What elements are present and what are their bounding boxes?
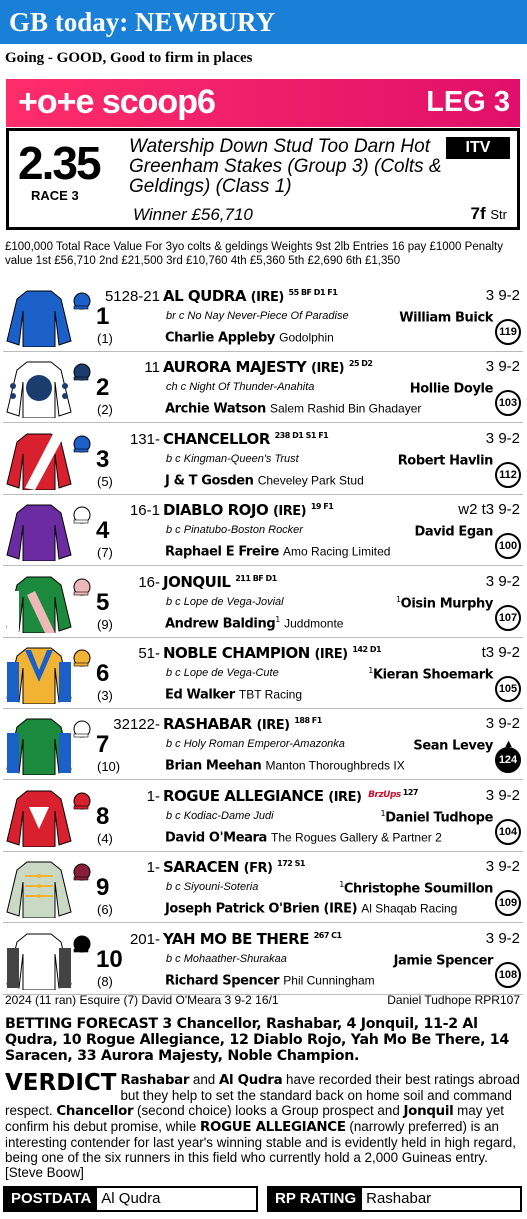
previous-winner-text: 2024 (11 ran) Esquire (7) David O'Meara 3 9-2 16/1: [5, 993, 279, 1007]
runner-row: [3, 424, 523, 495]
rating-badge: 105: [495, 676, 521, 702]
runner-draw: (2): [97, 402, 113, 418]
runner-draw: (5): [97, 473, 113, 489]
horse-name-text: YAH MO BE THERE: [163, 929, 309, 948]
horse-name: [163, 573, 277, 591]
postdata-value: Al Qudra: [101, 1190, 161, 1207]
trainer-owner: [165, 472, 364, 488]
trainer-owner: [165, 757, 405, 773]
runner-form: 11: [144, 359, 160, 377]
runner-row: [3, 924, 523, 995]
horse-breeding: b c Lope de Vega-Jovial: [166, 595, 284, 608]
prize-info: £100,000 Total Race Value For 3yo colts & geldings Weights 9st 2lb Entries 16 pay £1000 Penalty value 1st £56,710 2nd £21,500 3rd £10,760 4th £5,360 5th £2,690 6th £1,350: [5, 241, 504, 267]
race-header: [6, 128, 520, 230]
horse-name-text: AURORA MAJESTY: [163, 358, 307, 377]
horse-breeding: b c Siyouni-Soteria: [166, 881, 259, 894]
runner-form: 201-: [129, 930, 160, 948]
previous-winner: [5, 993, 522, 1007]
owner-name: Cheveley Park Stud: [257, 473, 364, 488]
weight: 9-2: [498, 287, 520, 304]
horse-stats: 267 C1: [313, 930, 342, 940]
horse-name: [163, 287, 337, 305]
owner-name: Phil Cunningham: [283, 972, 375, 987]
horse-name-text: RASHABAR: [163, 715, 252, 734]
horse-breeding: b c Lope de Vega-Cute: [166, 667, 279, 679]
silks-icon: [5, 428, 73, 490]
horse-name: [163, 858, 305, 876]
horse-breeding: br c No Nay Never-Piece Of Paradise: [166, 310, 349, 322]
horse-name: [163, 930, 342, 948]
trainer-name: Ed Walker: [165, 687, 235, 703]
owner-name: The Rogues Gallery & Partner 2: [271, 830, 442, 845]
rating-badge: 103: [495, 390, 521, 416]
age: 3: [485, 715, 495, 733]
owner-name: Godolphin: [279, 330, 334, 345]
verdict: [5, 1072, 522, 1180]
horse-stats: 172 S1: [277, 859, 305, 869]
surface-value: Str: [490, 207, 507, 222]
rating-badge: 119: [495, 319, 521, 345]
race-title: Watership Down Stud Too Darn Hot Greenham Stakes (Group 3) (Colts & Geldings) (Class 1): [129, 136, 442, 197]
weight: 9-2: [498, 715, 520, 733]
distance-value: 7f: [470, 204, 486, 223]
jockey-name: [398, 452, 493, 468]
age: t3: [481, 644, 495, 661]
age: t3: [481, 501, 495, 519]
horse-name-text: DIABLO ROJO: [163, 501, 269, 520]
age-weight: [486, 715, 520, 732]
trainer-owner: [165, 400, 421, 416]
age-weight: [486, 930, 520, 947]
horse-name-text: ROGUE ALLEGIANCE: [163, 786, 324, 805]
scoop6-banner: [6, 79, 520, 127]
silks-icon: [5, 785, 73, 847]
verdict-horse: Rashabar: [120, 1073, 190, 1088]
age-weight: [486, 573, 520, 590]
rp-rating-value: Rashabar: [366, 1190, 432, 1207]
jockey-text: Jamie Spencer: [393, 952, 493, 968]
age-weight: [486, 430, 520, 447]
scoop6-logo: +o+e scoop6: [18, 83, 215, 121]
jockey-name: [368, 666, 493, 682]
winner-prize: Winner £56,710: [133, 205, 253, 224]
age-weight: [486, 787, 520, 804]
weight: 9-2: [498, 929, 520, 947]
trainer-name: Raphael E Freire: [165, 544, 279, 560]
jockey-sup: 1: [339, 880, 344, 890]
horse-name-text: CHANCELLOR: [163, 429, 270, 448]
horse-name-text: JONQUIL: [163, 572, 231, 591]
runner-form: 51-: [138, 645, 160, 662]
horse-suffix: (IRE): [256, 718, 290, 734]
jockey-sup: 1: [380, 808, 386, 818]
age-weight: [486, 287, 520, 304]
jockey-name: [394, 952, 493, 968]
runner-form: 32122-: [113, 716, 160, 734]
jockey-text: David Egan: [414, 524, 493, 540]
jockey-name: [396, 595, 493, 611]
jockey-text: Christophe Soumillon: [343, 881, 493, 897]
age-weight: [486, 358, 520, 375]
silks-icon: [5, 499, 73, 561]
trainer-name: Archie Watson: [165, 401, 266, 417]
trainer-name: Charlie Appleby: [165, 330, 275, 346]
rating-badge: 109: [495, 890, 521, 916]
runner-number: 2: [96, 374, 110, 402]
age: 3: [485, 786, 495, 804]
trainer-owner: [165, 972, 375, 988]
rating-badge: 124: [495, 747, 521, 773]
jockey-text: William Buick: [399, 310, 493, 326]
runner-draw: (1): [97, 331, 113, 346]
horse-name: [163, 715, 322, 733]
race-distance: [471, 204, 507, 224]
age: 3: [485, 287, 495, 304]
horse-stats: 188 F1: [294, 716, 322, 726]
runner-row: [3, 281, 523, 352]
horse-breeding: b c Kingman-Queen's Trust: [166, 452, 299, 465]
horse-breeding: b c Pinatubo-Boston Rocker: [166, 524, 303, 537]
trainer-owner: [165, 686, 302, 702]
horse-name-text: AL QUDRA: [163, 287, 246, 305]
jockey-text: Sean Levey: [413, 738, 493, 754]
verdict-selection: ROGUE ALLEGIANCE: [200, 1120, 346, 1135]
verdict-horse: Jonquil: [403, 1104, 454, 1119]
horse-suffix: (IRE): [250, 290, 284, 305]
jockey-text: Kieran Shoemark: [372, 667, 493, 683]
jockey-name: [399, 309, 493, 325]
horse-breeding: b c Kodiac-Dame Judi: [166, 809, 274, 822]
trainer-name: Richard Spencer: [165, 972, 280, 988]
runner-draw: (9): [97, 616, 113, 632]
runner-row: [3, 638, 523, 709]
trainer-owner: [165, 329, 334, 345]
owner-name: Juddmonte: [284, 615, 344, 630]
runner-number: 7: [96, 731, 110, 759]
rp-rating-label: RP RATING: [269, 1188, 362, 1210]
runner-number: 3: [96, 445, 110, 473]
runner-form: 131-: [129, 430, 160, 448]
silks-icon: [5, 856, 73, 918]
going-text: Going - GOOD, Good to firm in places: [5, 50, 253, 66]
horse-name: [163, 358, 373, 376]
runner-number: 9: [96, 874, 110, 902]
horse-name: [163, 430, 328, 448]
runner-row: [3, 852, 523, 923]
postdata-box: [3, 1186, 258, 1212]
runner-number: 5: [96, 588, 110, 616]
trainer-owner: [165, 829, 442, 845]
runner-draw: (4): [97, 830, 113, 846]
jockey-name: [381, 809, 494, 825]
jockey-sup: 1: [368, 666, 373, 675]
verdict-horse: Chancellor: [56, 1104, 134, 1119]
weight: 9-2: [498, 358, 520, 376]
age: 3: [485, 429, 495, 447]
horse-stats: 142 D1: [352, 645, 382, 654]
weight: 9-2: [498, 429, 520, 447]
horse-stats: 25 D2: [348, 359, 373, 369]
runner-row: [3, 781, 523, 852]
horse-name: [163, 644, 381, 662]
runner-draw: (6): [97, 902, 113, 918]
horse-stats: 19 F1: [310, 502, 334, 512]
trainer-name: J & T Gosden: [165, 473, 254, 489]
horse-name-text: SARACEN: [163, 858, 239, 877]
trainer-name: Andrew Balding: [165, 615, 276, 631]
age: 3: [485, 358, 495, 376]
breeze-ups-badge: BrzUps: [368, 789, 401, 800]
rating-badge: 108: [495, 962, 521, 988]
runner-number: 10: [96, 945, 123, 973]
horse-suffix: (IRE): [328, 789, 362, 805]
weight: 9-2: [498, 572, 520, 590]
horse-suffix: (IRE): [314, 647, 348, 662]
runner-number: 1: [96, 303, 110, 330]
jockey-text: Daniel Tudhope: [385, 810, 493, 826]
runner-number: 4: [96, 517, 110, 545]
previous-winner-rpr: Daniel Tudhope RPR107: [387, 993, 520, 1007]
owner-name: Manton Thoroughbreds IX: [265, 758, 405, 773]
runner-form: 1-: [146, 787, 160, 805]
trainer-owner: [165, 900, 457, 916]
silks-icon: [5, 285, 73, 347]
horse-stats: 211 BF D1: [235, 573, 277, 583]
rp-rating-box: [267, 1186, 522, 1212]
horse-stats: 55 BF D1 F1: [288, 288, 338, 297]
rating-badge: 104: [495, 819, 521, 845]
trainer-name: Joseph Patrick O'Brien (IRE): [165, 901, 358, 917]
runner-form: 1-: [146, 859, 160, 877]
horse-breeding: ch c Night Of Thunder-Anahita: [166, 381, 315, 394]
postdata-label: POSTDATA: [5, 1188, 97, 1210]
silks-icon: [5, 713, 73, 775]
horse-stats: 127: [402, 787, 418, 797]
silks-icon: [5, 642, 73, 704]
verdict-text: may yet confirm his debut promise, while: [5, 1103, 505, 1134]
jockey-sup: 1: [395, 594, 401, 604]
silks-icon: [5, 571, 73, 633]
trainer-sup: 1: [275, 614, 280, 624]
horse-breeding: b c Mohaather-Shurakaa: [166, 952, 287, 965]
leg-label: LEG 3: [426, 86, 510, 118]
age: 3: [485, 929, 495, 947]
horse-stats: 238 D1 S1 F1: [274, 430, 329, 440]
age: 3: [485, 572, 495, 590]
runner-row: [3, 495, 523, 566]
betting-forecast: BETTING FORECAST 3 Chancellor, Rashabar, 4 Jonquil, 11-2 Al Qudra, 10 Rogue Allegiance, 12 Diablo Rojo, Yah Mo Be There, 14 Saracen, 33 Aurora Majesty, Noble Champion.: [5, 1016, 509, 1064]
horse-breeding: b c Holy Roman Emperor-Amazonka: [166, 738, 345, 751]
horse-suffix: (IRE): [311, 361, 345, 377]
jockey-name: [410, 380, 493, 396]
race-number: RACE 3: [31, 188, 79, 203]
jockey-name: [339, 880, 493, 896]
owner-name: TBT Racing: [238, 687, 303, 702]
race-time: 2.35: [18, 137, 100, 189]
equipment: w2: [458, 501, 478, 519]
jockey-name: [414, 523, 493, 539]
runner-row: [3, 352, 523, 423]
rating-badge: 100: [495, 533, 521, 559]
horse-suffix: (IRE): [272, 504, 307, 520]
runner-draw: (10): [97, 759, 121, 775]
runner-number: 6: [96, 660, 110, 687]
runner-row: [3, 567, 523, 638]
verdict-text: (second choice) looks a Group prospect and: [133, 1103, 404, 1118]
runner-draw: (8): [97, 973, 113, 989]
runner-form: 5128-21: [104, 288, 160, 305]
tv-badge: ITV: [446, 137, 510, 159]
verdict-text: and: [189, 1072, 219, 1087]
horse-name: [163, 787, 418, 805]
age: 3: [485, 858, 495, 876]
trainer-owner: [165, 543, 390, 559]
verdict-horse: Al Qudra: [218, 1073, 283, 1088]
jockey-name: [413, 737, 493, 753]
owner-name: Amo Racing Limited: [283, 544, 391, 559]
verdict-text: (narrowly preferred) is an interesting contender for last year's winning stable and is evidently held in high regard, being one of the six runners in this field who currently hold a 2,000 Guineas entry.[Steve Boow]: [5, 1119, 516, 1180]
weight: 9-2: [498, 644, 520, 661]
runner-form: 16-: [138, 573, 160, 591]
weight: 9-2: [498, 501, 520, 519]
rating-badge: 112: [495, 462, 521, 488]
top-rated-arrow-icon: ▲: [503, 738, 514, 751]
horse-suffix: (FR): [243, 861, 273, 877]
silks-icon: [5, 928, 73, 990]
weight: 9-2: [498, 786, 520, 804]
owner-name: Salem Rashid Bin Ghadayer: [269, 401, 422, 416]
owner-name: Al Shaqab Racing: [361, 901, 458, 916]
verdict-text: have recorded their best ratings abroad but they help to set the standard back on home soil and command respect.: [5, 1072, 520, 1118]
verdict-heading: VERDICT: [5, 1070, 117, 1096]
runner-row: [3, 709, 523, 780]
runner-number: 8: [96, 802, 110, 830]
horse-name-text: NOBLE CHAMPION: [163, 644, 310, 662]
runner-draw: (3): [97, 688, 113, 703]
trainer-name: Brian Meehan: [165, 758, 262, 774]
jockey-text: Oisin Murphy: [400, 595, 493, 611]
age-weight: [458, 501, 520, 518]
silks-icon: [5, 356, 73, 418]
weight: 9-2: [498, 858, 520, 876]
trainer-name: David O'Meara: [165, 830, 267, 846]
page-title: GB today: NEWBURY: [0, 0, 527, 44]
horse-name: [163, 501, 333, 519]
runner-form: 16-1: [129, 502, 160, 520]
age-weight: [482, 644, 520, 661]
age-weight: [486, 858, 520, 875]
rating-badge: 107: [495, 605, 521, 631]
jockey-text: Hollie Doyle: [409, 381, 493, 397]
trainer-owner: [165, 615, 343, 631]
jockey-text: Robert Havlin: [397, 453, 493, 469]
runner-draw: (7): [97, 545, 113, 561]
